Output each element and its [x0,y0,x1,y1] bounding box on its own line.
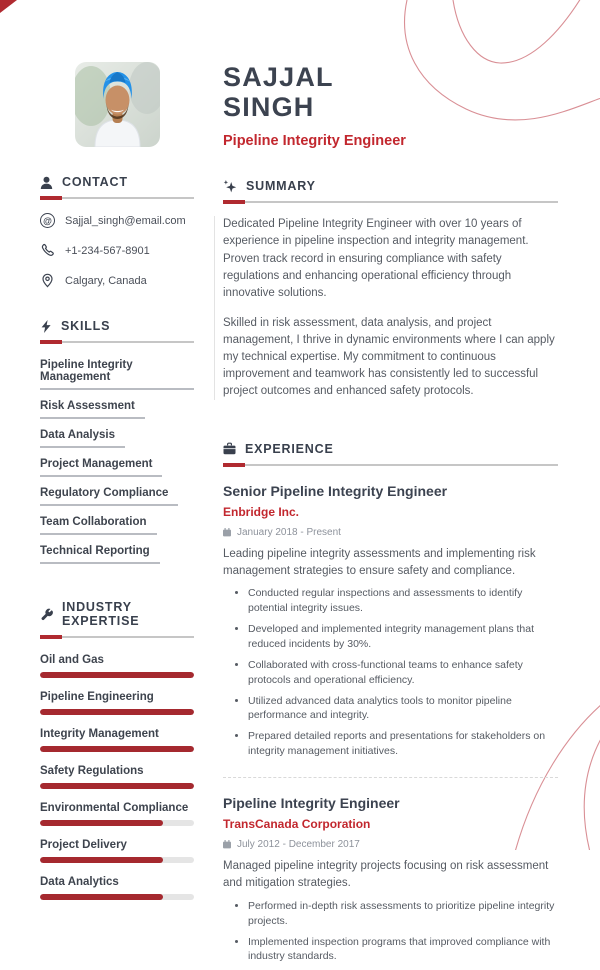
contact-section [40,175,194,288]
skill-bar-fill [40,783,194,789]
section-divider [223,201,558,203]
skill-bar-track [40,672,194,678]
summary-header [223,179,558,193]
skill-bar-fill [40,709,194,715]
experience-entry [223,795,558,964]
contact-phone-value: +1-234-567-8901 [65,244,150,257]
experience-heading: EXPERIENCE [245,441,334,456]
skill-bar-track [40,894,194,900]
expertise-item [40,802,194,826]
experience-section [223,442,558,965]
summary-paragraph: Dedicated Pipeline Integrity Engineer with over 10 years of experience in pipeline inspection and integrity management. Proven track record in ensuring compliance with safety regulations and enhancing operational efficiency through innovative solutions. [223,218,529,299]
section-divider [40,636,194,638]
contact-item-location [40,273,194,288]
skill-bar-track [40,857,194,863]
job-company: TransCanada Corporation [223,817,371,832]
job-title: Senior Pipeline Integrity Engineer [223,482,448,499]
calendar-icon [223,840,231,849]
skills-heading: SKILLS [61,319,111,333]
skill-bar-fill [40,672,194,678]
contact-item-phone [40,243,194,258]
skill-bar-fill [40,820,163,826]
skill-bar-fill [40,894,163,900]
job-description: Leading pipeline integrity assessments and implementing risk management strategies to ensure safety and compliance. [223,547,536,577]
expertise-label: Environmental Compliance [40,802,189,814]
industry-expertise-section [40,600,194,900]
contact-header [40,175,194,189]
job-bullet: • Prepared detailed reports and presentations for stakeholders on integrity management initiatives. [248,729,558,759]
industry-expertise-header [40,600,194,628]
profile-photo [75,62,160,147]
skill-bar-track [40,820,194,826]
job-bullet-list [223,899,558,965]
skill-bar-fill [40,746,194,752]
briefcase-icon [223,442,236,455]
expertise-label: Project Delivery [40,839,127,851]
skill-item: Risk Assessment [40,400,145,419]
calendar-icon [223,528,231,537]
experience-entry [223,483,558,760]
sidebar [40,62,194,970]
job-bullet: • Collaborated with cross-functional teams to enhance safety protocols and operational efficiency. [248,658,558,688]
contact-email-value: Sajjal_singh@email.com [65,214,186,227]
skill-item: Technical Reporting [40,545,160,564]
job-dates [223,527,558,538]
email-icon: @ [40,213,55,228]
job-bullet: • Implemented inspection programs that improved compliance with industry standards. [248,935,558,965]
expertise-item [40,765,194,789]
job-title: Pipeline Integrity Engineer [223,795,400,812]
profile-photo-illustration [75,62,160,147]
job-company: Enbridge Inc. [223,504,300,519]
lightning-bolt-icon [40,320,52,333]
skills-header [40,319,194,333]
expertise-item [40,691,194,715]
skills-section [40,319,194,564]
expertise-label: Integrity Management [40,728,159,740]
phone-icon [40,243,55,258]
contact-heading: CONTACT [62,175,128,189]
job-bullet: • Utilized advanced data analytics tools to monitor pipeline performance and integrity. [248,694,558,724]
job-bullet: • Developed and implemented integrity management plans that reduced incidents by 30%. [248,622,558,652]
skill-bar-track [40,709,194,715]
skill-item: Data Analysis [40,429,125,448]
job-dates-text: January 2018 - Present [237,526,341,538]
person-headline: Pipeline Integrity Engineer [223,133,406,150]
expertise-label: Pipeline Engineering [40,691,154,703]
expertise-item [40,839,194,863]
location-pin-icon [40,273,55,288]
section-divider [223,464,558,466]
job-bullet: • Performed in-depth risk assessments to prioritize pipeline integrity projects. [248,899,558,929]
section-divider [40,197,194,199]
job-bullet-list [223,586,558,759]
expertise-item [40,728,194,752]
job-separator [223,777,558,778]
skill-item: Team Collaboration [40,516,157,535]
contact-location-value: Calgary, Canada [65,274,147,287]
summary-section [223,179,558,399]
expertise-label: Oil and Gas [40,654,104,666]
skill-item: Project Management [40,458,162,477]
summary-heading: SUMMARY [246,179,316,194]
wrench-icon [40,608,53,621]
summary-text [214,216,558,399]
section-divider [40,341,194,343]
expertise-label: Data Analytics [40,876,119,888]
industry-expertise-heading: INDUSTRY EXPERTISE [62,600,140,628]
contact-item-email [40,213,194,228]
skill-item: Pipeline Integrity Management [40,359,194,390]
sparkles-icon [223,180,237,193]
skill-bar-fill [40,857,163,863]
job-dates-text: July 2012 - December 2017 [237,839,360,851]
expertise-item [40,876,194,900]
person-icon [40,176,53,189]
person-name: SAJJAL SINGH [223,62,334,123]
skill-item: Regulatory Compliance [40,487,178,506]
job-bullet: • Conducted regular inspections and assessments to identify potential integrity issues. [248,586,558,616]
summary-paragraph: Skilled in risk assessment, data analysis, and project management, I thrive in dynamic environments where I can apply my technical expertise. My commitment to continuous improvement and teamwork has consistently led to successful project outcomes and enhanced safety protocols. [223,316,555,397]
job-dates [223,839,558,850]
skill-bar-track [40,783,194,789]
skill-bar-track [40,746,194,752]
expertise-label: Safety Regulations [40,765,144,777]
main-content [223,62,558,970]
experience-header [223,442,558,456]
job-description: Managed pipeline integrity projects focusing on risk assessment and mitigation strategies. [223,860,549,890]
expertise-item [40,654,194,678]
